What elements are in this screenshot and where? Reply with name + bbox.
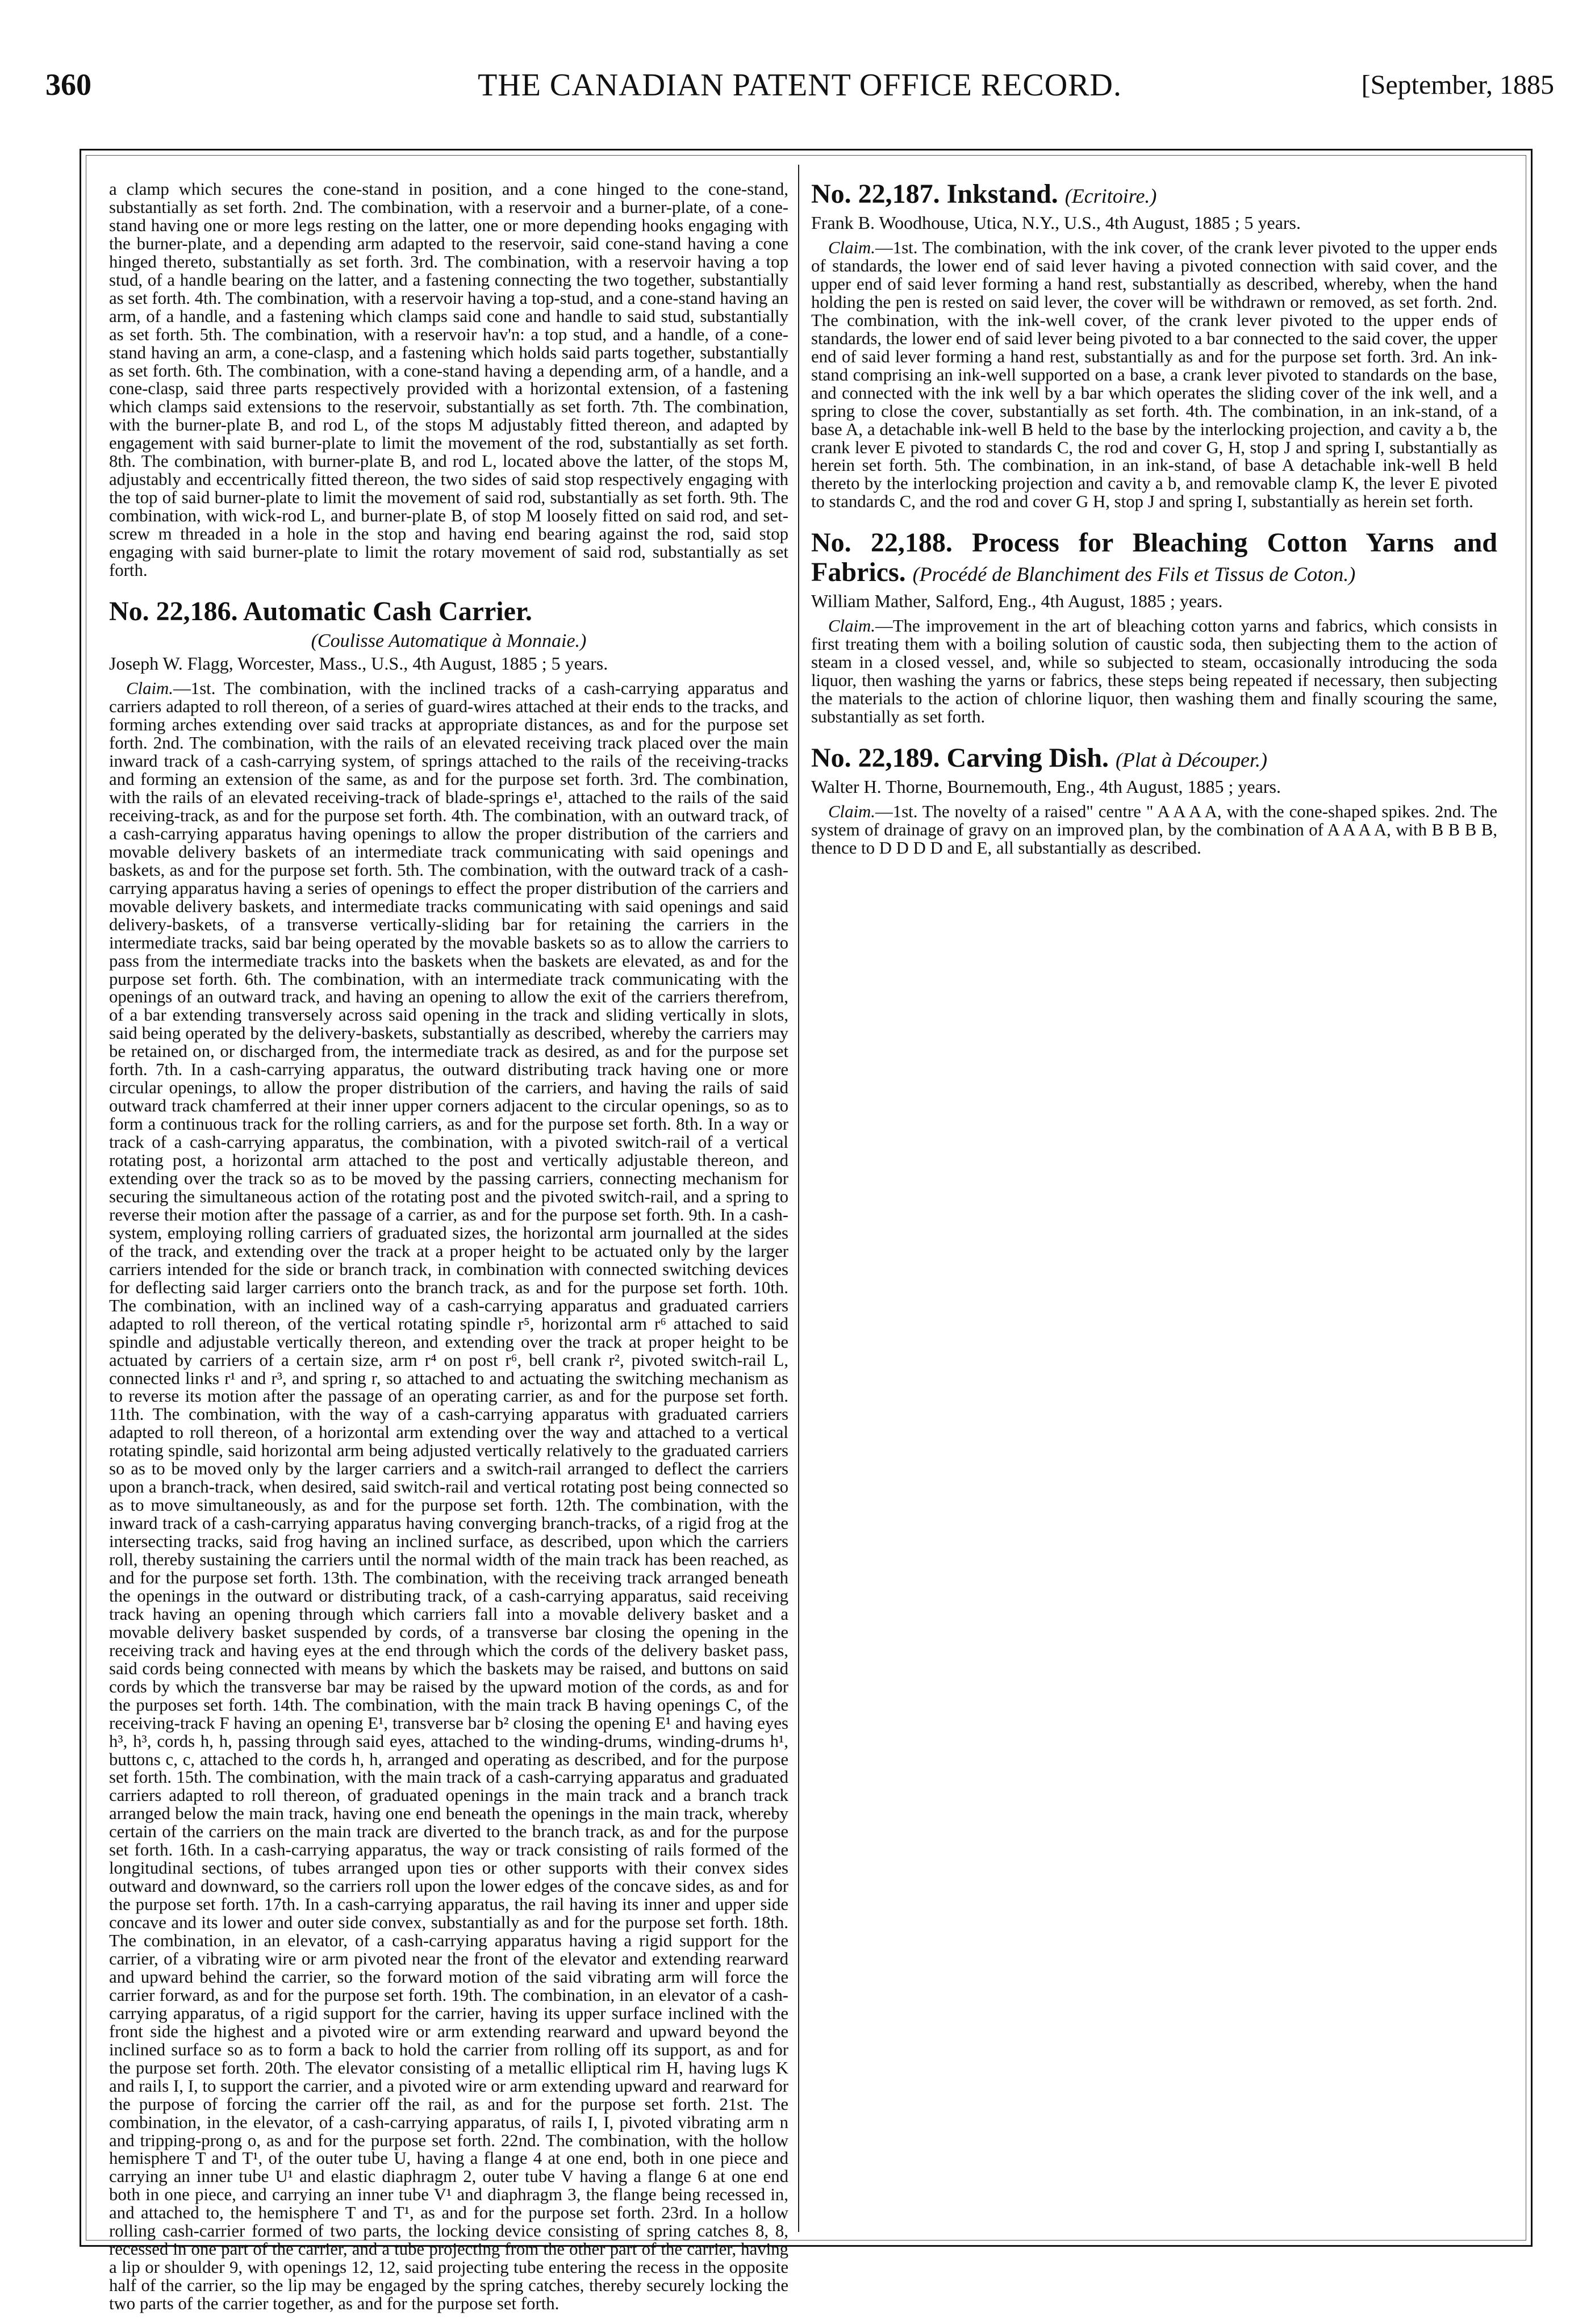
- entry-claim: [109, 680, 788, 2313]
- continuation-text: a clamp which secures the cone-stand in position, and a cone hinged to the cone-stand, substantially as set forth. 2nd. The combination, with a reservoir and a burner-plate, of a cone-stand having one or more legs resting on the latter, one or more depending hooks engaging with the burner-plate, and a depending arm adapted to the reservoir, said cone-stand having a cone hinged thereto, substantially as set forth. 3rd. The combination, with a reservoir having a top stud, of a handle bearing on the latter, and a fastening connecting the two together, substantially as set forth. 4th. The combination, with a reservoir having a top-stud, and a cone-stand having an arm, of a handle, and a fastening which clamps said cone and handle to said stud, substantially as set forth. 5th. The combination, with a reservoir hav'n: a top stud, and a handle, of a cone-stand having an arm, a cone-clasp, and a fastening which holds said parts together, substantially as set forth. 6th. The combination, with a cone-stand having a depending arm, of a handle, and a cone-clasp, said three parts respectively provided with a horizontal extension, of a fastening which clamps said extensions to the reservoir, substantially as set forth. 7th. The combination, with the burner-plate B, and rod L, of the stops M adjustably fitted thereon, and adapted by engagement with said burner-plate to limit the movement of the rod, substantially as set forth. 8th. The combination, with burner-plate B, and rod L, located above the latter, of the stops M, adjustably and eccentrically fitted thereon, the two sides of said stop respectively engaging with the top of said burner-plate to limit the movement of said rod, substantially as set forth. 9th. The combination, with wick-rod L, and burner-plate B, of stop M loosely fitted on said rod, and set-screw m threaded in a hole in the stop and having end bearing against the rod, said stop engaging with said burner-plate to limit the rotary movement of said rod, substantially as set forth.: [109, 179, 788, 580]
- issue-date: [September, 1885: [1361, 70, 1554, 100]
- patent-entry-22189: [811, 743, 1497, 858]
- patent-entry-22186: [109, 597, 788, 2313]
- running-title: THE CANADIAN PATENT OFFICE RECORD.: [478, 68, 1122, 103]
- entry-title: Automatic Cash Carrier.: [243, 596, 532, 626]
- claim-label: Claim.: [828, 801, 875, 821]
- claim-text: —The improvement in the art of bleaching cotton yarns and fabrics, which consists in first treating them with a boiling solution of caustic soda, then subjecting them to the action of steam in a closed vessel, and, while so subjected to steam, occasionally introducing the soda liquor, then washing the yarns or fabrics, these steps being repeated if necessary, then subjecting the materials to the action of chlorine liquor, then washing them and finally scouring the same, substantially as set forth.: [811, 616, 1497, 726]
- column-divider: [798, 165, 799, 2232]
- entry-french-title: (Plat à Découper.): [1116, 748, 1267, 771]
- page-number: 360: [45, 68, 91, 102]
- claim-label: Claim.: [828, 238, 875, 258]
- claim-text: —1st. The combination, with the inclined tracks of a cash-carrying apparatus and carriers adapted to roll thereon, of a series of guard-wires attached at their ends to the tracks, and forming arches extending over said tracks at appropriate distances, as and for the purpose set forth. 2nd. The combination, with the rails of an elevated receiving track placed over the main inward track of a cash-carrying system, of springs attached to the rails of the receiving-tracks and forming an extension of the same, as and for the purpose set forth. 3rd. The combination, with the rails of an elevated receiving-track of blade-springs e¹, attached to the rails of the said receiving-track, as and for the purpose set forth. 4th. The combination, with an outward track, of a cash-carrying apparatus having openings to allow the proper distribution of the carriers and movable delivery baskets of an intermediate track communicating with said openings and baskets, as and for the purpose set forth. 5th. The combination, with the outward track of a cash-carrying apparatus having a series of openings to effect the proper distribution of the carriers and movable delivery baskets, and intermediate tracks communicating with said openings and said delivery-baskets, of a transverse vertically-sliding bar for retaining the carriers in the intermediate tracks, said bar being operated by the movable baskets so as to allow the carriers to pass from the intermediate tracks into the baskets when the baskets are elevated, as and for the purpose set forth. 6th. The combination, with an intermediate track communicating with the openings of an outward track, and having an opening to allow the exit of the carriers therefrom, of a bar extending transversely across said opening in the track and sliding vertically in slots, said being operated by the delivery-baskets, substantially as described, whereby the carriers may be retained on, or discharged from, the intermediate track as desired, as and for the purpose set forth. 7th. In a cash-carrying apparatus, the outward distributing track having one or more circular openings, to allow the proper distribution of the carriers, and having the rails of said outward track chamferred at their inner upper corners adjacent to the circular openings, so as to form a continuous track for the rolling carriers, as and for the purpose set forth. 8th. In a way or track of a cash-carrying apparatus, the combination, with a pivoted switch-rail of a vertical rotating post, a horizontal arm attached to the post and vertically adjustable thereon, and extending over the track so as to be moved by the passing carriers, connecting mechanism for securing the simultaneous action of the rotating post and the pivoted switch-rail, and a spring to reverse their motion after the passage of a carrier, as and for the purpose set forth. 9th. In a cash-system, employing rolling carriers of graduated sizes, the horizontal arm journalled at the sides of the track, and extending over the track at a proper height to be actuated only by the larger carriers intended for the side or branch track, in combination with connected switching devices for deflecting said larger carriers onto the branch track, as and for the purpose set forth. 10th. The combination, with an inclined way of a cash-carrying apparatus and graduated carriers adapted to roll thereon, of the vertical rotating spindle r⁵, horizontal arm r⁶ attached to said spindle and adjustable vertically thereon, and extending over the track at proper height to be actuated by carriers of a certain size, arm r⁴ on post r⁶, bell crank r², pivoted switch-rail L, connected links r¹ and r³, and spring r, so attached to and actuating the switching mechanism as to reverse its motion after the passage of an operating carrier, as and for the purpose set forth. 11th. The combination, with the way of a cash-carrying apparatus with graduated carriers adapted to roll thereon, of a horizontal arm extending over the way and attached to a vertical rotating spindle, said horizontal arm being adjusted vertically relatively to the graduated carriers so as to be moved only by the larger carriers and a switch-rail arranged to deflect the carriers upon a branch-track, when desired, said switch-rail and vertical rotating post being connected so as to move simultaneously, as and for the purpose set forth. 12th. The combination, with the inward track of a cash-carrying apparatus having converging branch-tracks, of a rigid frog at the intersecting tracks, said frog having an inclined surface, as described, upon which the carriers roll, thereby sustaining the carriers until the normal width of the main track has been reached, as and for the purpose set forth. 13th. The combination, with the receiving track arranged beneath the openings in the outward or distributing track, of a cash-carrying apparatus, said receiving track having an opening through which carriers fall into a movable delivery basket and a movable delivery basket suspended by cords, of a transverse bar closing the opening in the receiving track and having eyes at the end through which the cords of the delivery basket pass, said cords being connected with means by which the baskets may be raised, and buttons on said cords by which the transverse bar may be raised by the upward motion of the cords, as and for the purposes set forth. 14th. The combination, with the main track B having openings C, of the receiving-track F having an opening E¹, transverse bar b² closing the opening E¹ and having eyes h³, h³, cords h, h, passing through said eyes, attached to the winding-drums, winding-drums h¹, buttons c, c, attached to the cords h, h, arranged and operating as described, and for the purpose set forth. 15th. The combination, with the main track of a cash-carrying apparatus and graduated carriers adapted to roll thereon, of graduated openings in the main track and a branch track arranged below the main track, having one end beneath the openings in the main track, whereby certain of the carriers on the main track are diverted to the branch track, as and for the purpose set forth. 16th. In a cash-carrying apparatus, the way or track consisting of rails formed of the longitudinal sections, of tubes arranged upon ties or other supports with their convex sides outward and downward, so the carriers roll upon the lower edges of the concave sides, as and for the purpose set forth. 17th. In a cash-carrying apparatus, the rail having its inner and upper side concave and its lower and outer side convex, substantially as and for the purpose set forth. 18th. The combination, in an elevator, of a cash-carrying apparatus having a rigid support for the carrier, of a vibrating wire or arm pivoted near the front of the elevator and extending rearward and upward behind the carrier, so the forward motion of the said vibrating arm will force the carrier forward, as and for the purpose set forth. 19th. The combination, in an elevator of a cash-carrying apparatus, of a rigid support for the carrier, having its upper surface inclined with the front side the highest and a pivoted wire or arm extending rearward and upward beyond the inclined surface so as to form a back to hold the carrier from rolling off its support, as and for the purpose set forth. 20th. The elevator consisting of a metallic elliptical rim H, having lugs K and rails I, I, to support the carrier, and a pivoted wire or arm extending upward and rearward for the purpose of forcing the carrier off the rail, as and for the purpose set forth. 21st. The combination, in the elevator, of a cash-carrying apparatus, of rails I, I, pivoted vibrating arm n and tripping-prong o, as and for the purpose set forth. 22nd. The combination, with the hollow hemisphere T and T¹, of the outer tube U, having a flange 4 at one end, both in one piece and carrying an inner tube U¹ and elastic diaphragm 2, outer tube V having a flange 6 at one end both in one piece, and carrying an inner tube V¹ and diaphragm 3, the flange being recessed in, and attached to, the hemisphere T and T¹, as and for the purpose set forth. 23rd. In a hollow rolling cash-carrier formed of two parts, the locking device consisting of spring catches 8, 8, recessed in one part of the carrier, and a tube projecting from the other part of the carrier, having a lip or shoulder 9, with openings 12, 12, said projecting tube entering the recess in the opposite half of the carrier, so the lip may be engaged by the spring catches, thereby securely locking the two parts of the carrier together, as and for the purpose set forth.: [109, 679, 788, 2314]
- entry-claim: [811, 617, 1497, 726]
- entry-claim: [811, 803, 1497, 858]
- entry-french-title: (Procédé de Blanchiment des Fils et Tissus de Coton.): [912, 563, 1356, 586]
- entry-heading: [109, 597, 788, 626]
- entry-patentee: Walter H. Thorne, Bournemouth, Eng., 4th August, 1885 ; years.: [811, 776, 1281, 797]
- claim-label: Claim.: [126, 679, 173, 699]
- entry-number: No. 22,189.: [811, 742, 940, 773]
- right-column: [811, 177, 1497, 858]
- claim-label: Claim.: [828, 616, 875, 636]
- claim-text: —1st. The novelty of a raised" centre " A A A A, with the cone-shaped spikes. 2nd. The system of drainage of gravy on an improved plan, by the combination of A A A A, with B B B B, thence to D D D D and E, all substantially as described.: [811, 801, 1497, 858]
- entry-patentee: Frank B. Woodhouse, Utica, N.Y., U.S., 4th August, 1885 ; 5 years.: [811, 212, 1301, 233]
- entry-heading: [811, 743, 1497, 773]
- entry-number: No. 22,187.: [811, 179, 940, 209]
- entry-heading: [811, 528, 1497, 587]
- entry-french-title: (Coulisse Automatique à Monnaie.): [311, 630, 587, 651]
- entry-claim: [811, 239, 1497, 511]
- left-column: [109, 181, 788, 2313]
- entry-french-title: (Ecritoire.): [1064, 185, 1157, 207]
- entry-title: Process for Bleaching Cotton Yarns and Fabrics.: [811, 528, 1497, 588]
- entry-heading: [811, 179, 1497, 209]
- entry-number: No. 22,188.: [811, 528, 953, 558]
- entry-title: Inkstand.: [946, 179, 1058, 209]
- entry-title: Carving Dish.: [946, 742, 1109, 773]
- patent-entry-22187: [811, 179, 1497, 511]
- claim-text: —1st. The combination, with the ink cover, of the crank lever pivoted to the upper ends of standards, the lower end of said lever having a pivoted connection with said cover, and the upper end of said lever forming a hand rest, substantially as described, whereby, when the hand holding the pen is rested on said lever, the cover will be withdrawn or removed, as set forth. 2nd. The combination, with the ink-well cover, of the crank lever pivoted to the upper ends of standards, the lower end of said lever being pivoted to a bar connected to the said cover, the upper end of said lever forming a hand rest, substantially as and for the purpose set forth. 3rd. An ink-stand comprising an ink-well supported on a base, a crank lever pivoted to standards on the base, and connected with the ink well by a bar which operates the sliding cover of the ink well, and a spring to close the cover, substantially as set forth. 4th. The combination, in an ink-stand, of a base A, a detachable ink-well B held to the base by the interlocking projection, and cavity a b, the crank lever E pivoted to standards C, the rod and cover G, H, stop J and spring I, substantially as herein set forth. 5th. The combination, in an ink-stand, of base A detachable ink-well B held thereto by the interlocking projection and cavity a b, and removable clamp K, the lever E pivoted to standards C, and the rod and cover G H, stop J and spring I, substantially as herein set forth.: [811, 238, 1497, 512]
- entry-patentee: William Mather, Salford, Eng., 4th August, 1885 ; years.: [811, 590, 1223, 611]
- patent-entry-22188: [811, 528, 1497, 726]
- page-header: [45, 67, 1554, 112]
- entry-patentee: Joseph W. Flagg, Worcester, Mass., U.S., 4th August, 1885 ; 5 years.: [109, 653, 608, 674]
- entry-number: No. 22,186.: [109, 596, 238, 626]
